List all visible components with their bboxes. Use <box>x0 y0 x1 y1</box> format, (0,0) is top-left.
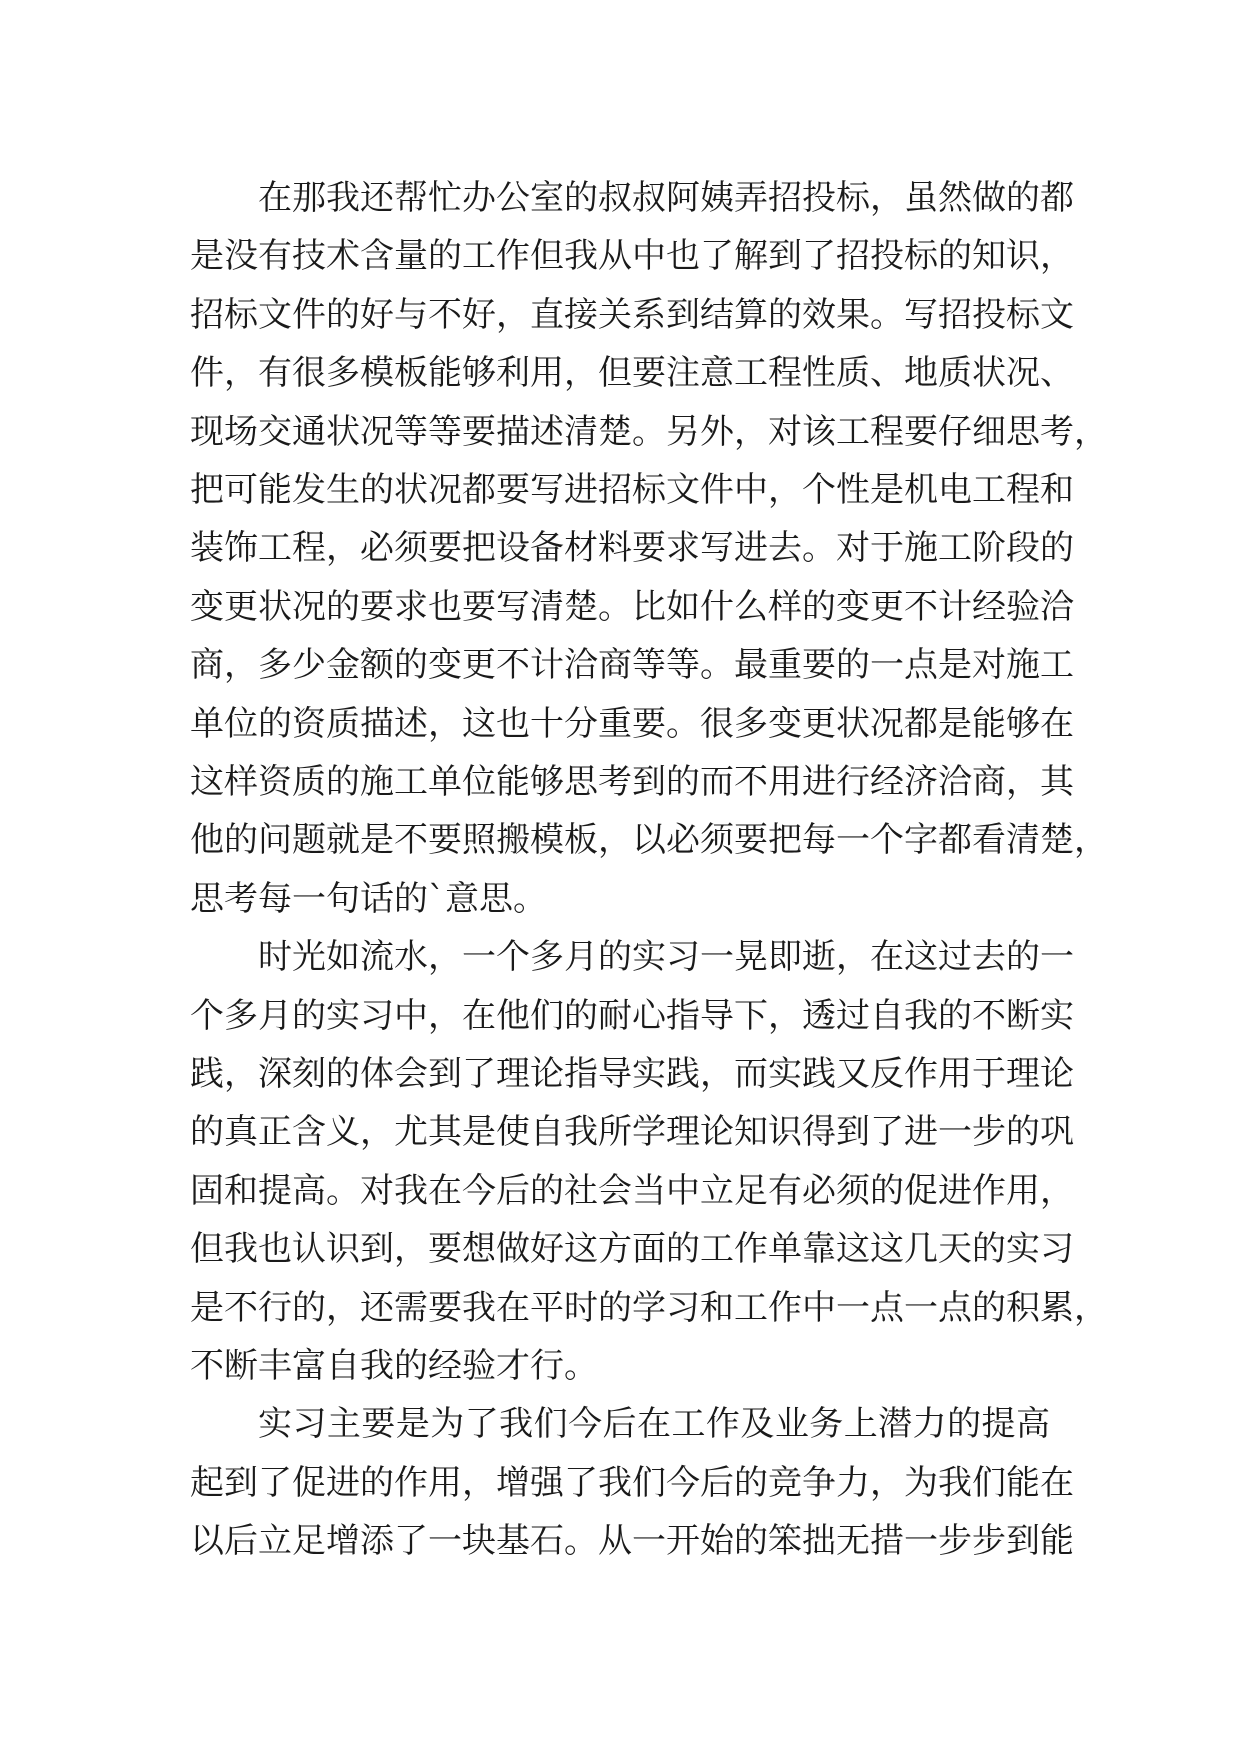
paragraph-2-line-1: 时光如流水，一个多月的实习一晃即逝，在这过去的一 <box>258 937 1074 977</box>
paragraph-1-line-3: 招标文件的好与不好，直接关系到结算的效果。写招投标文 <box>190 295 1074 335</box>
paragraph-1-line-4: 件，有很多模板能够利用，但要注意工程性质、地质状况、 <box>190 353 1074 393</box>
paragraph-2-line-8: 不断丰富自我的经验才行。 <box>190 1346 598 1386</box>
paragraph-2-line-2: 个多月的实习中，在他们的耐心指导下，透过自我的不断实 <box>190 996 1074 1036</box>
paragraph-3-line-1: 实习主要是为了我们今后在工作及业务上潜力的提高 <box>258 1404 1050 1444</box>
paragraph-1-line-1: 在那我还帮忙办公室的叔叔阿姨弄招投标，虽然做的都 <box>258 178 1074 218</box>
paragraph-1-line-10: 单位的资质描述，这也十分重要。很多变更状况都是能够在 <box>190 704 1074 744</box>
paragraph-2-line-3: 践，深刻的体会到了理论指导实践，而实践又反作用于理论 <box>190 1054 1074 1094</box>
paragraph-1-line-7: 装饰工程，必须要把设备材料要求写进去。对于施工阶段的 <box>190 528 1074 568</box>
paragraph-2-line-7: 是不行的，还需要我在平时的学习和工作中一点一点的积累， <box>190 1288 1108 1328</box>
paragraph-1-line-13: 思考每一句话的`意思。 <box>190 879 547 919</box>
paragraph-1-line-2: 是没有技术含量的工作但我从中也了解到了招投标的知识， <box>190 236 1074 276</box>
paragraph-1-line-6: 把可能发生的状况都要写进招标文件中，个性是机电工程和 <box>190 470 1074 510</box>
paragraph-1-line-8: 变更状况的要求也要写清楚。比如什么样的变更不计经验洽 <box>190 587 1074 627</box>
paragraph-1-line-9: 商，多少金额的变更不计洽商等等。最重要的一点是对施工 <box>190 645 1074 685</box>
paragraph-3-line-2: 起到了促进的作用，增强了我们今后的竞争力，为我们能在 <box>190 1463 1074 1503</box>
paragraph-2-line-5: 固和提高。对我在今后的社会当中立足有必须的促进作用， <box>190 1171 1074 1211</box>
paragraph-2-line-6: 但我也认识到，要想做好这方面的工作单靠这这几天的实习 <box>190 1229 1074 1269</box>
paragraph-2-line-4: 的真正含义，尤其是使自我所学理论知识得到了进一步的巩 <box>190 1112 1074 1152</box>
paragraph-1-line-11: 这样资质的施工单位能够思考到的而不用进行经济洽商，其 <box>190 762 1074 802</box>
paragraph-1-line-12: 他的问题就是不要照搬模板，以必须要把每一个字都看清楚， <box>190 820 1108 860</box>
paragraph-1-line-5: 现场交通状况等等要描述清楚。另外，对该工程要仔细思考， <box>190 412 1108 452</box>
paragraph-3-line-3: 以后立足增添了一块基石。从一开始的笨拙无措一步步到能 <box>190 1521 1074 1561</box>
